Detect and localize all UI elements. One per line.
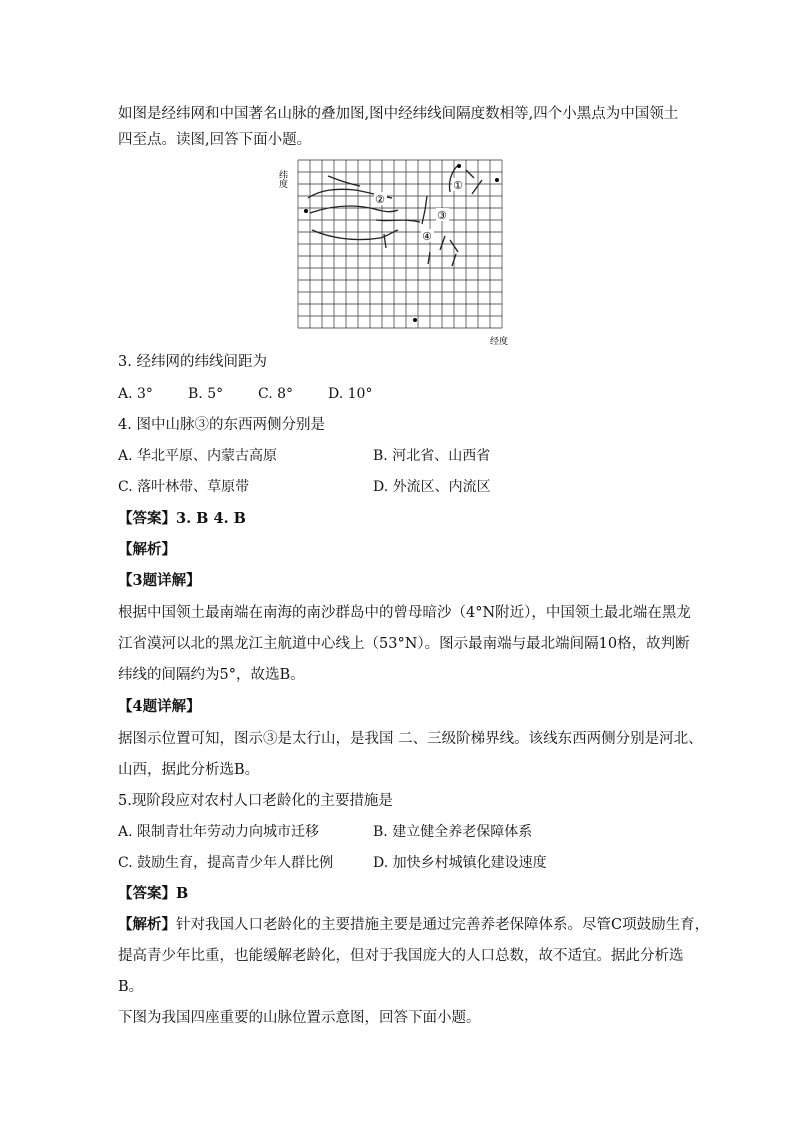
marker-2: ②: [375, 193, 385, 206]
point-north: [457, 164, 461, 168]
range-wuyi: [440, 236, 445, 250]
detail-3-line: 根据中国领土最南端在南海的南沙群岛中的曾母暗沙（4°N附近），中国领土最北端在黑龙: [118, 605, 691, 621]
q5-option-c: C. 鼓励生育，提高青少年人群比例: [118, 855, 334, 871]
intro-line-2: 四至点。读图,回答下面小题。: [118, 132, 312, 148]
detail-4-title: 【4题详解】: [118, 698, 201, 715]
q5-option-d: D. 加快乡村城镇化建设速度: [373, 855, 547, 871]
analysis-5-text: 针对我国人口老龄化的主要措施主要是通过完善养老保障体系。尽管C项鼓励生育，: [176, 917, 710, 933]
q4-stem: 4. 图中山脉③的东西两侧分别是: [118, 417, 325, 433]
q4-option-c: C. 落叶林带、草原带: [118, 479, 250, 495]
q5-option-a: A. 限制青壮年劳动力向城市迁移: [118, 824, 320, 840]
q5-stem: 5.现阶段应对农村人口老龄化的主要措施是: [118, 793, 393, 809]
q4-option-a: A. 华北平原、内蒙古高原: [118, 448, 278, 464]
answer-5: 【答案】B: [118, 885, 189, 902]
point-west: [304, 209, 308, 213]
marker-3: ③: [437, 209, 447, 222]
y-axis-label: [277, 169, 288, 188]
detail-3-line: 纬线的间隔约为5°，故选B。: [118, 667, 305, 683]
range-xiaoxinganling: [466, 170, 474, 178]
point-south: [413, 318, 417, 322]
q4-option-d: D. 外流区、内流区: [373, 479, 491, 495]
point-east: [495, 178, 499, 182]
q4-option-b: B. 河北省、山西省: [373, 448, 491, 464]
range-qinling: [376, 220, 420, 222]
marker-4: ④: [422, 230, 432, 243]
detail-4-line: 据图示位置可知，图示③是太行山，是我国 二、三级阶梯界线。该线东西两侧分别是河北、: [118, 731, 703, 747]
answer-3-4: 【答案】3. B 4. B: [118, 510, 246, 527]
q3-option-d: D. 10°: [328, 386, 373, 402]
analysis-5-line-2: 提高青少年比重，也能缓解老龄化，但对于我国庞大的人口总数，故不适宜。据此分析选: [118, 948, 684, 964]
intro-line-1: 如图是经纬网和中国著名山脉的叠加图,图中经纬线间隔度数相等,四个小黑点为中国领土: [118, 106, 679, 122]
marker-1: ①: [453, 179, 463, 192]
q5-option-b: B. 建立健全养老保障体系: [373, 824, 533, 840]
analysis-label: 【解析】: [118, 541, 176, 558]
y-axis-label-text: 纬度: [277, 170, 287, 188]
q3-option-a: A. 3°: [118, 386, 153, 402]
grid-lines: [298, 160, 502, 328]
range-changbai: [472, 180, 482, 194]
range-north-west: [328, 176, 360, 186]
detail-3-title: 【3题详解】: [118, 572, 201, 589]
q3-option-b: B. 5°: [188, 386, 224, 402]
detail-3-line: 江省漠河以北的黑龙江主航道中心线上（53°N）。图示最南端与最北端间隔10格，故判断: [118, 636, 690, 652]
analysis-5-line-3: B。: [118, 979, 144, 995]
next-intro: 下图为我国四座重要的山脉位置示意图，回答下面小题。: [118, 1010, 481, 1026]
analysis-5-line-1: [118, 915, 709, 935]
range-kunlun: [310, 206, 398, 213]
latlon-grid-figure: [277, 158, 520, 348]
detail-4-line: 山西，据此分析选B。: [118, 762, 260, 778]
q3-stem: 3. 经纬网的纬线间距为: [118, 354, 267, 370]
analysis-5-label: 【解析】: [118, 916, 176, 933]
q3-option-c: C. 8°: [258, 386, 294, 402]
x-axis-label: 经度: [490, 337, 509, 347]
